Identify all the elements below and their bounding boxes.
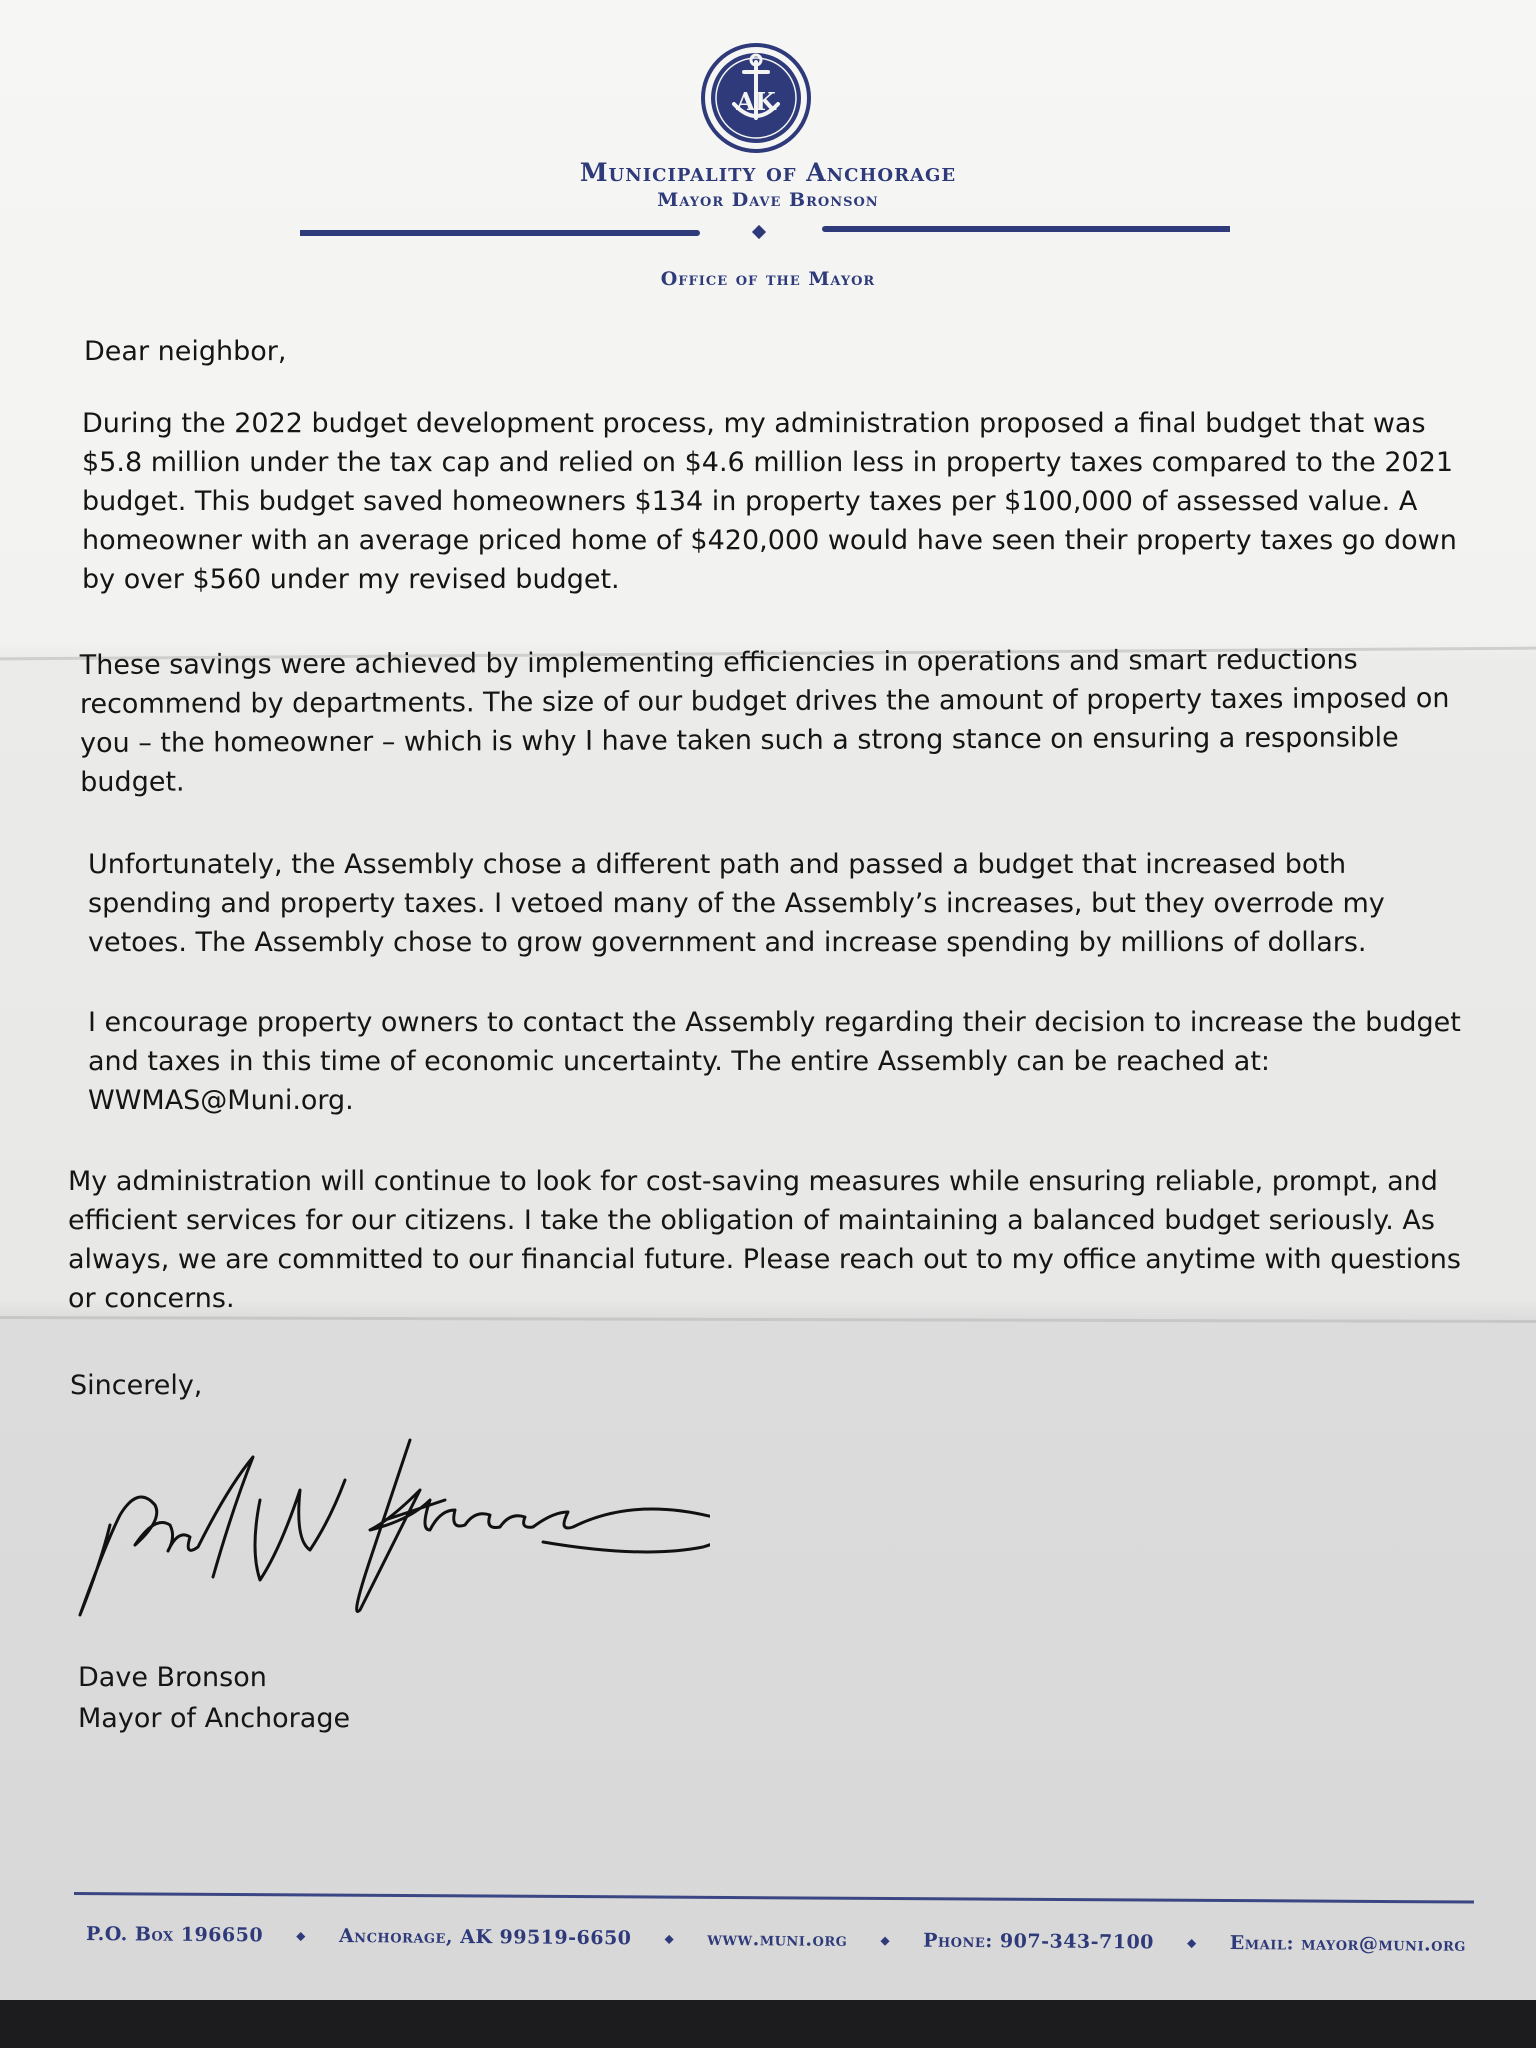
letterhead-diamond-ornament — [752, 225, 766, 239]
mayor-name-heading: Mayor Dave Bronson — [657, 189, 879, 211]
footer-city: Anchorage, AK 99519-6650 — [338, 1924, 632, 1950]
paragraph-assembly: Unfortunately, the Assembly chose a different path and passed a budget that increased both spending and property taxes. I vetoed many of the Assembly’s increases, but they overrode my vetoes. The Assembly chose to grow government and increase spending by millions of dollars. — [88, 849, 1385, 958]
footer-website-link[interactable]: www.muni.org — [707, 1927, 848, 1951]
footer-rule — [74, 1892, 1474, 1904]
footer-contact-bar — [86, 1923, 1466, 1956]
letterhead-rule-left — [300, 230, 700, 236]
footer-email-link[interactable]: Email: mayor@muni.org — [1229, 1931, 1467, 1956]
footer-phone: Phone: 907-343-7100 — [923, 1929, 1155, 1954]
signer-name: Dave Bronson — [78, 1662, 267, 1693]
footer-separator-icon: ◆ — [880, 1933, 891, 1948]
organization-name: Municipality of Anchorage — [579, 158, 957, 187]
handwritten-signature — [70, 1430, 710, 1620]
letterhead-rule-right — [822, 226, 1230, 232]
footer-separator-icon: ◆ — [296, 1928, 306, 1943]
footer-separator-icon: ◆ — [664, 1931, 675, 1946]
footer-po-box: P.O. Box 196650 — [85, 1923, 264, 1947]
footer-separator-icon: ◆ — [1186, 1935, 1197, 1950]
paragraph-contact-assembly: I encourage property owners to contact the Assembly regarding their decision to increase the budget and taxes in this time of economic uncertainty. The entire Assembly can be reached at: WWMAS@Muni.org. — [88, 1007, 1461, 1116]
paragraph-budget-proposal: During the 2022 budget development process, my administration proposed a final budget that was $5.8 million under the tax cap and relied on $4.6 million less in property taxes compared to the 2021 budget. This budget saved homeowners $134 in property taxes per $100,000 of assessed value. A homeowner with an average priced home of $420,000 would have seen their property taxes go down by over $560 under my revised budget. — [82, 408, 1457, 595]
anchorage-seal-logo — [700, 42, 812, 154]
office-heading: Office of the Mayor — [660, 268, 876, 290]
signer-title: Mayor of Anchorage — [78, 1703, 351, 1734]
closing: Sincerely, — [70, 1370, 203, 1401]
paragraph-commitment: My administration will continue to look for cost-saving measures while ensuring reliable, prompt, and efficient services for our citizens. I take the obligation of maintaining a balanced budget seriously. As always, we are committed to our financial future. Please reach out to my office anytime with questions or concerns. — [68, 1166, 1461, 1314]
paragraph-savings: These savings were achieved by implementing efficiencies in operations and smart reductions recommend by departments. The size of our budget drives the amount of property taxes imposed on you – the homeowner – which is why I have taken such a strong stance on ensuring a responsible budget. — [79, 644, 1450, 799]
greeting: Dear neighbor, — [84, 336, 287, 367]
seal-monogram: AK — [736, 87, 776, 116]
